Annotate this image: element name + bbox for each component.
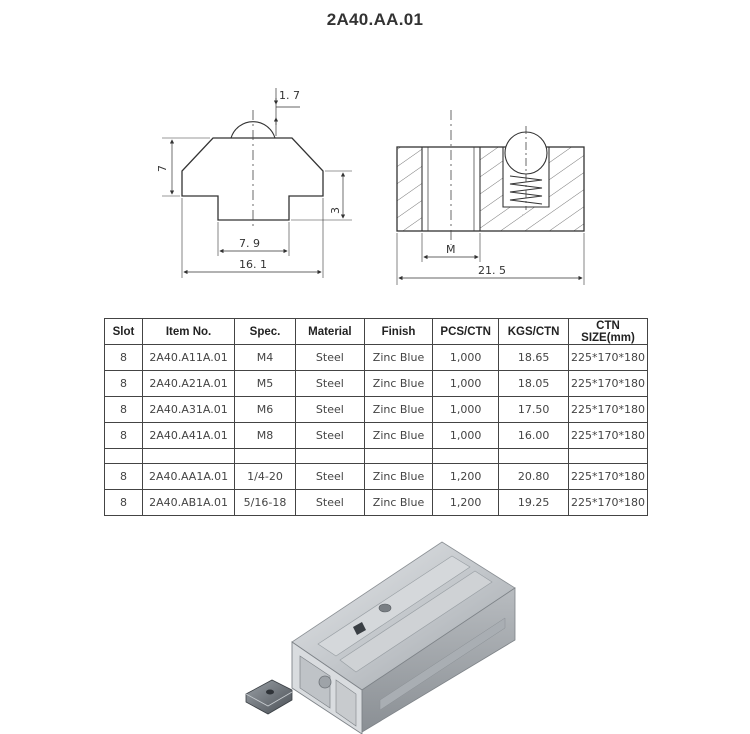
cell-ctn-size: 225*170*180 bbox=[569, 371, 648, 397]
table-row bbox=[105, 490, 648, 516]
table-row bbox=[105, 464, 648, 490]
cell-kgs-ctn: 20.80 bbox=[499, 464, 569, 490]
col-material: Material bbox=[295, 319, 364, 345]
cell-pcs-ctn: 1,000 bbox=[433, 397, 499, 423]
cell-spec: M5 bbox=[235, 371, 296, 397]
table-row bbox=[105, 371, 648, 397]
cell-slot: 8 bbox=[105, 464, 143, 490]
cell-slot: 8 bbox=[105, 490, 143, 516]
technical-drawing bbox=[0, 0, 750, 300]
table-spacer-row bbox=[105, 449, 648, 464]
cell-finish: Zinc Blue bbox=[364, 464, 432, 490]
cell-spec: 1/4-20 bbox=[235, 464, 296, 490]
cell-material: Steel bbox=[295, 490, 364, 516]
cell-pcs-ctn: 1,000 bbox=[433, 423, 499, 449]
table-header-row bbox=[105, 319, 648, 345]
cell-pcs-ctn: 1,200 bbox=[433, 490, 499, 516]
dim-overall-width: 16. 1 bbox=[239, 258, 267, 271]
page-title: 2A40.AA.01 bbox=[326, 10, 424, 29]
cell-item-no: 2A40.A21A.01 bbox=[142, 371, 234, 397]
cell-kgs-ctn: 19.25 bbox=[499, 490, 569, 516]
cell-spec: M8 bbox=[235, 423, 296, 449]
cell-finish: Zinc Blue bbox=[364, 490, 432, 516]
spec-table bbox=[104, 318, 648, 516]
cell-slot: 8 bbox=[105, 371, 143, 397]
cell-spec: M4 bbox=[235, 345, 296, 371]
cell-kgs-ctn: 16.00 bbox=[499, 423, 569, 449]
cell-slot: 8 bbox=[105, 423, 143, 449]
profile-view bbox=[156, 88, 352, 278]
col-pcs-ctn: PCS/CTN bbox=[433, 319, 499, 345]
col-slot: Slot bbox=[105, 319, 143, 345]
table-row bbox=[105, 345, 648, 371]
cell-material: Steel bbox=[295, 371, 364, 397]
aluminum-profile bbox=[292, 542, 515, 734]
cell-material: Steel bbox=[295, 345, 364, 371]
cell-kgs-ctn: 18.65 bbox=[499, 345, 569, 371]
cell-item-no: 2A40.A41A.01 bbox=[142, 423, 234, 449]
cell-material: Steel bbox=[295, 464, 364, 490]
cell-spec: M6 bbox=[235, 397, 296, 423]
cell-slot: 8 bbox=[105, 397, 143, 423]
cell-ctn-size: 225*170*180 bbox=[569, 345, 648, 371]
dim-slot-width: 7. 9 bbox=[239, 237, 260, 250]
dim-thread: M bbox=[446, 243, 456, 256]
cell-finish: Zinc Blue bbox=[364, 345, 432, 371]
cell-finish: Zinc Blue bbox=[364, 397, 432, 423]
cell-material: Steel bbox=[295, 397, 364, 423]
cell-pcs-ctn: 1,200 bbox=[433, 464, 499, 490]
cell-finish: Zinc Blue bbox=[364, 423, 432, 449]
cell-ctn-size: 225*170*180 bbox=[569, 490, 648, 516]
profile-illustration bbox=[0, 530, 750, 734]
section-view bbox=[397, 110, 584, 285]
col-finish: Finish bbox=[364, 319, 432, 345]
t-nut bbox=[246, 680, 292, 714]
cell-ctn-size: 225*170*180 bbox=[569, 397, 648, 423]
dim-slot-depth: 3 bbox=[329, 207, 342, 214]
cell-slot: 8 bbox=[105, 345, 143, 371]
cell-ctn-size: 225*170*180 bbox=[569, 423, 648, 449]
dim-height: 7 bbox=[156, 165, 169, 172]
col-kgs-ctn: KGS/CTN bbox=[499, 319, 569, 345]
table-row bbox=[105, 423, 648, 449]
col-ctn-size: CTN SIZE(mm) bbox=[569, 319, 648, 345]
cell-finish: Zinc Blue bbox=[364, 371, 432, 397]
cell-item-no: 2A40.AB1A.01 bbox=[142, 490, 234, 516]
cell-kgs-ctn: 18.05 bbox=[499, 371, 569, 397]
cell-material: Steel bbox=[295, 423, 364, 449]
cell-ctn-size: 225*170*180 bbox=[569, 464, 648, 490]
cell-item-no: 2A40.AA1A.01 bbox=[142, 464, 234, 490]
cell-pcs-ctn: 1,000 bbox=[433, 345, 499, 371]
table-row bbox=[105, 397, 648, 423]
cell-spec: 5/16-18 bbox=[235, 490, 296, 516]
dim-top-width: 1. 7 bbox=[279, 89, 300, 102]
col-spec: Spec. bbox=[235, 319, 296, 345]
cell-pcs-ctn: 1,000 bbox=[433, 371, 499, 397]
cell-item-no: 2A40.A31A.01 bbox=[142, 397, 234, 423]
col-item-no: Item No. bbox=[142, 319, 234, 345]
cell-item-no: 2A40.A11A.01 bbox=[142, 345, 234, 371]
cell-kgs-ctn: 17.50 bbox=[499, 397, 569, 423]
dim-length: 21. 5 bbox=[478, 264, 506, 277]
